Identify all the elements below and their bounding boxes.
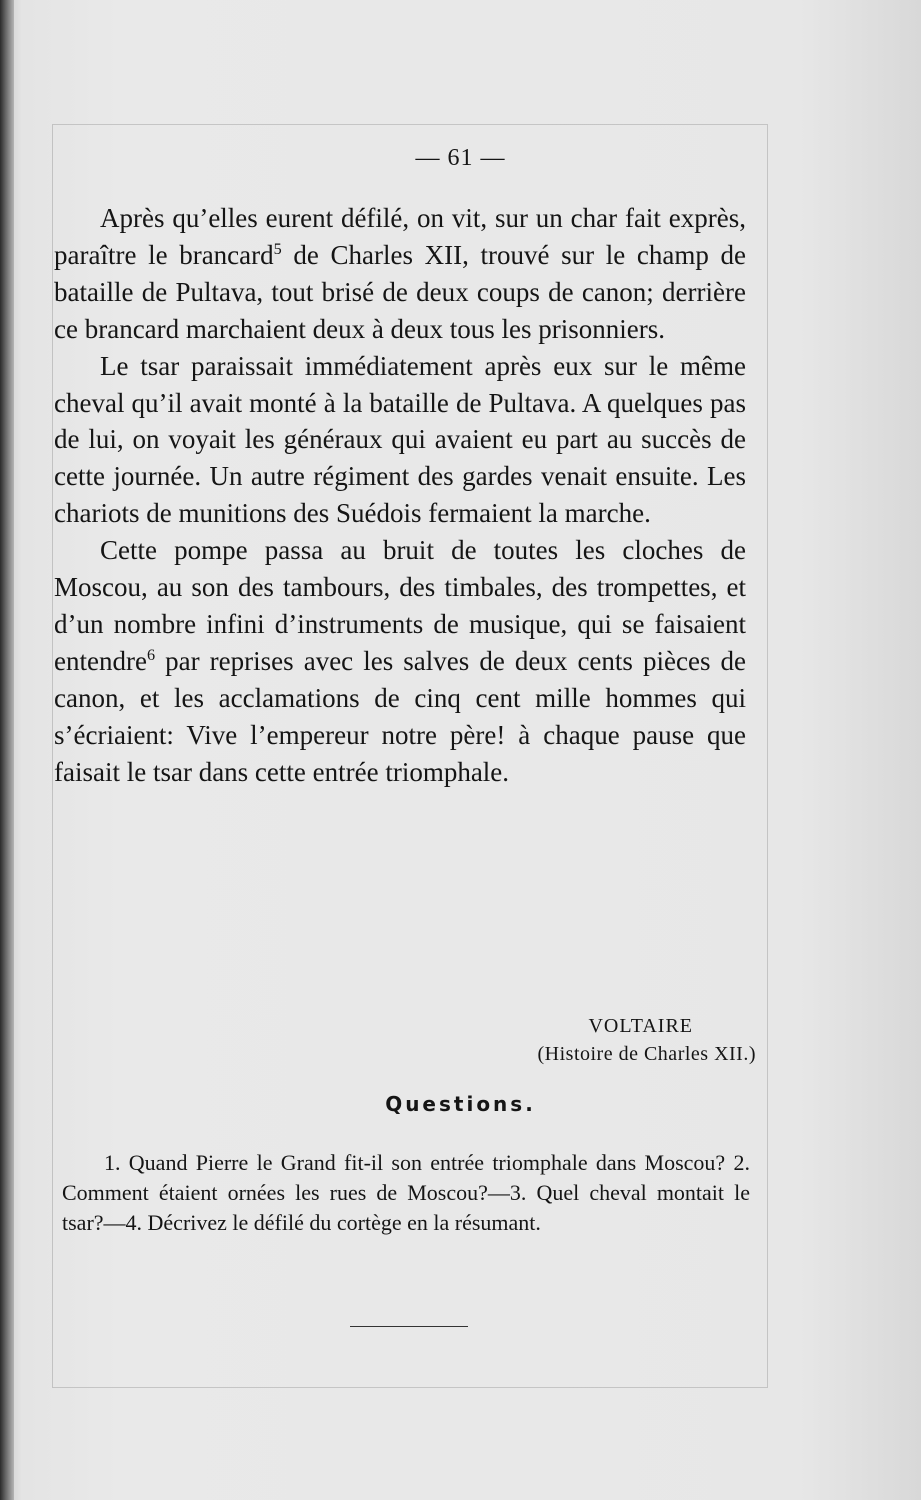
paragraph-3-part-1: Cette pompe passa au bruit de toutes les cloches de Moscou, au son des tambours, des timbales, des trompettes, et d’un nombre infini d’instruments de musique, qui se faisaient entendre [54,535,746,676]
main-text [54,200,746,791]
author-name: VOLTAIRE [588,1015,694,1037]
paragraph-1-part-2: de Charles XII, trouvé sur le champ de bataille de Pultava, tout brisé de deux coups de canon; derrière ce brancard marchaient deux à deux tous les prisonniers. [54,239,747,344]
footnote-ref-6: 6 [146,645,156,664]
source-title: (Histoire de Charles XII.) [537,1043,756,1065]
paragraph-1-part-1: Après qu’elles eurent défilé, on vit, sur un char fait exprès, paraître le brancard [54,203,746,270]
paragraph-3 [54,532,746,790]
spine-shadow [0,0,14,1500]
paragraph-1 [54,200,746,348]
questions-text: 1. Quand Pierre le Grand fit-il son entrée triomphale dans Moscou? 2. Comment étaient ornées les rues de Moscou?—3. Quel cheval montait le tsar?—4. Décrivez le défilé du cortège en la résumant. [62,1150,750,1235]
paragraph-2: Le tsar paraissait immédiatement après eux sur le même cheval qu’il avait monté à la bataille de Pultava. A quelques pas de lui, on voyait les généraux qui avaient eu part au succès de cette journée. Un autre régiment des gardes venait ensuite. Les chariots de munitions des Suédois fermaient la marche. [54,350,746,529]
attribution [526,1012,757,1068]
page-number: — 61 — [415,145,506,171]
paragraph-3-part-2: par reprises avec les salves de deux cents pièces de canon, et les acclamations de cinq cent mille hommes qui s’écriaient: Vive l’empereur notre père! à chaque pause que faisait le tsar dans cette entrée triomphale. [54,645,747,787]
footnote-ref-5: 5 [273,239,282,258]
questions-heading: Questions. [385,1092,536,1116]
closing-rule [350,1326,468,1327]
